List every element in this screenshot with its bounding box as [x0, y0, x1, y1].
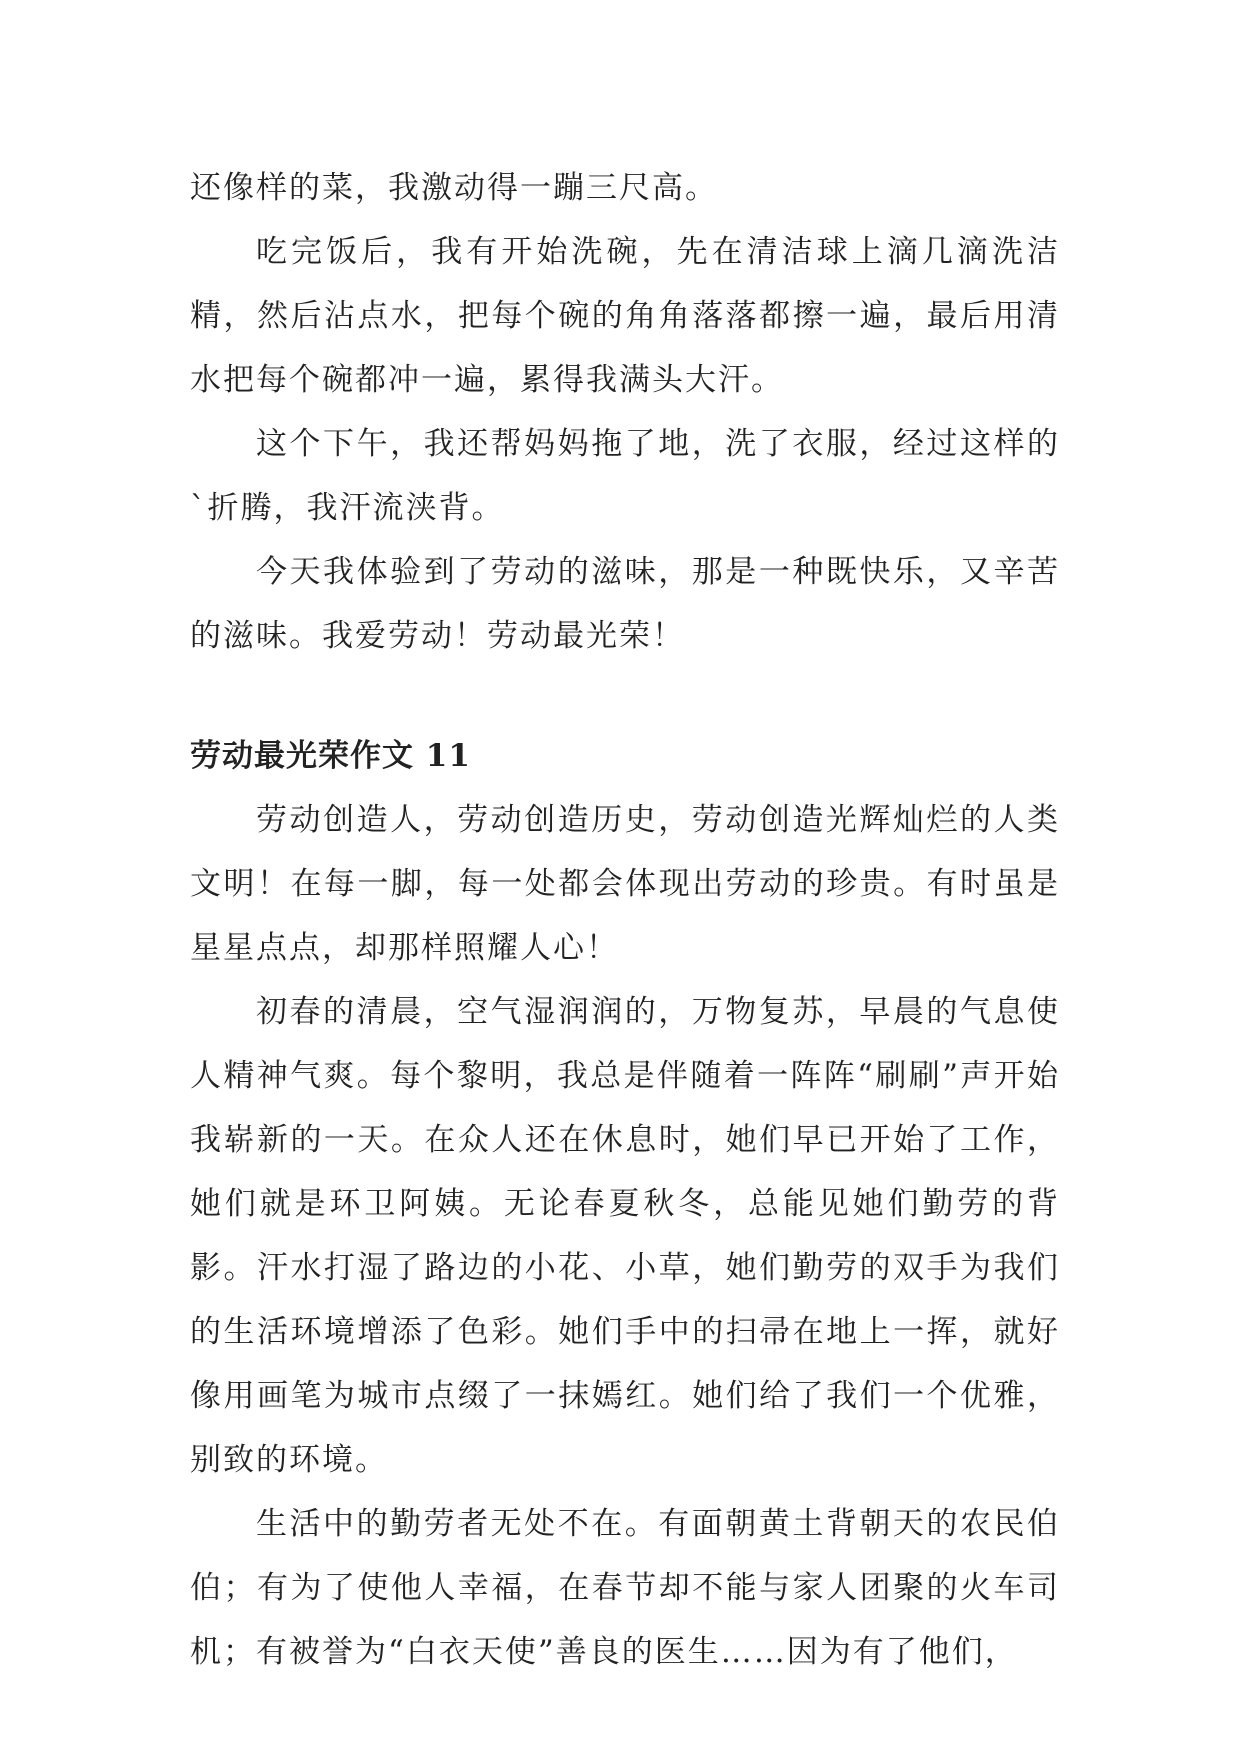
section-title: 劳动最光荣作文 11 — [190, 738, 471, 774]
paragraph-continued: 还像样的菜，我激动得一蹦三尺高。 — [190, 170, 718, 206]
paragraph-wash-dishes: 吃完饭后，我有开始洗碗，先在清洁球上滴几滴洗洁精，然后沾点水，把每个碗的角角落落都擦一遍，最后用清水把每个碗都冲一遍，累得我满头大汗。 — [190, 234, 1060, 398]
section-gap — [190, 668, 1060, 724]
paragraph-afternoon: 这个下午，我还帮妈妈拖了地，洗了衣服，经过这样的`折腾，我汗流浃背。 — [190, 426, 1060, 526]
paragraph-conclusion: 今天我体验到了劳动的滋味，那是一种既快乐，又辛苦的滋味。我爱劳动！劳动最光荣！ — [190, 554, 1060, 654]
paragraph-labor-creates: 劳动创造人，劳动创造历史，劳动创造光辉灿烂的人类文明！在每一脚，每一处都会体现出劳动的珍贵。有时虽是星星点点，却那样照耀人心！ — [190, 802, 1060, 966]
document-body — [190, 156, 1060, 1684]
paragraph-early-spring: 初春的清晨，空气湿润润的，万物复苏，早晨的气息使人精神气爽。每个黎明，我总是伴随着一阵阵“刷刷”声开始我崭新的一天。在众人还在休息时，她们早已开始了工作，她们就是环卫阿姨。无论春夏秋冬，总能见她们勤劳的背影。汗水打湿了路边的小花、小草，她们勤劳的双手为我们的生活环境增添了色彩。她们手中的扫帚在地上一挥，就好像用画笔为城市点缀了一抹嫣红。她们给了我们一个优雅，别致的环境。 — [190, 994, 1060, 1478]
paragraph-workers-everywhere: 生活中的勤劳者无处不在。有面朝黄土背朝天的农民伯伯；有为了使他人幸福，在春节却不能与家人团聚的火车司机；有被誉为“白衣天使”善良的医生……因为有了他们， — [190, 1506, 1060, 1670]
